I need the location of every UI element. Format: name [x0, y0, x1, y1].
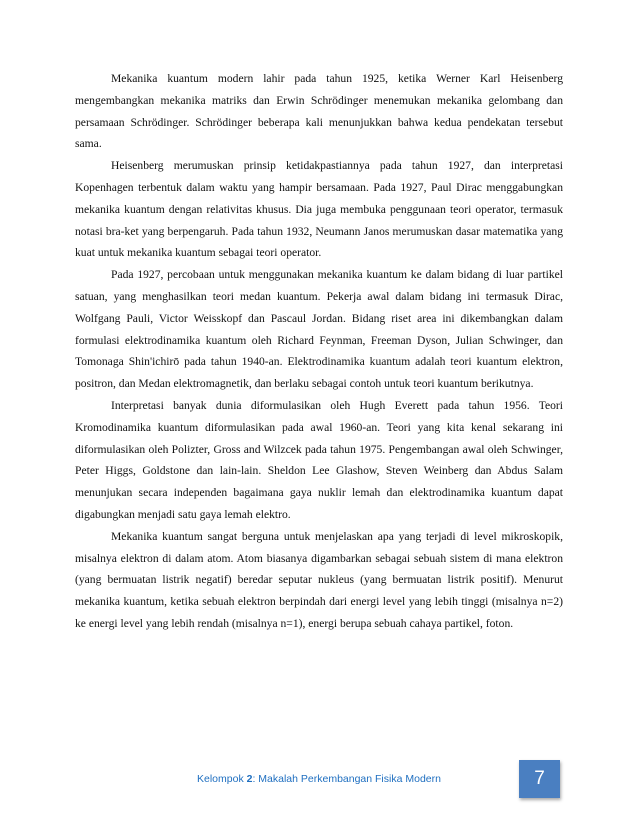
footer-group-label: Kelompok — [197, 773, 247, 785]
paragraph-5: Mekanika kuantum sangat berguna untuk menjelaskan apa yang terjadi di level mikroskopik, misalnya elektron di dalam atom. Atom biasanya digambarkan sebagai sebuah sistem di mana elektron (yang bermuatan listrik negatif) beredar seputar nukleus (yang bermuatan listrik positif). Menurut mekanika kuantum, ketika sebuah elektron berpindah dari energi level yang lebih tinggi (misalnya n=2) ke energi level yang lebih rendah (misalnya n=1), energi berupa sebuah cahaya partikel, foton. — [75, 529, 563, 630]
page-number-badge: 7 — [519, 760, 560, 798]
page-footer — [0, 760, 638, 800]
body-text — [75, 68, 563, 635]
paragraph-1: Mekanika kuantum modern lahir pada tahun 1925, ketika Werner Karl Heisenberg mengembangkan mekanika matriks dan Erwin Schrödinger menemukan mekanika gelombang dan persamaan Schrödinger. Schrödinger beberapa kali menunjukkan bahwa kedua pendekatan tersebut sama. — [75, 72, 563, 151]
footer-document-title: : Makalah Perkembangan Fisika Modern — [252, 773, 441, 785]
paragraph-4: Interpretasi banyak dunia diformulasikan oleh Hugh Everett pada tahun 1956. Teori Kromodinamika kuantum diformulasikan pada awal 1960-an. Teori yang kita kenal sekarang ini diformulasikan oleh Polizter, Gross and Wilzcek pada tahun 1975. Pengembangan awal oleh Schwinger, Peter Higgs, Goldstone dan lain-lain. Sheldon Lee Glashow, Steven Weinberg dan Abdus Salam menunjukan secara independen bagaimana gaya nuklir lemah dan elektrodinamika kuantum dapat digabungkan menjadi satu gaya lemah elektro. — [75, 398, 563, 521]
footer-group-number: 2 — [246, 773, 253, 785]
paragraph-2: Heisenberg merumuskan prinsip ketidakpastiannya pada tahun 1927, dan interpretasi Kopenhagen terbentuk dalam waktu yang hampir bersamaan. Pada 1927, Paul Dirac menggabungkan mekanika kuantum dengan relativitas khusus. Dia juga membuka penggunaan teori operator, termasuk notasi bra-ket yang berpengaruh. Pada tahun 1932, Neumann Janos merumuskan dasar matematika yang kuat untuk mekanika kuantum sebagai teori operator. — [75, 159, 563, 260]
footer-title — [197, 773, 441, 785]
paragraph-3: Pada 1927, percobaan untuk menggunakan mekanika kuantum ke dalam bidang di luar partikel satuan, yang menghasilkan teori medan kuantum. Pekerja awal dalam bidang ini termasuk Dirac, Wolfgang Pauli, Victor Weisskopf dan Pascaul Jordan. Bidang riset area ini dikembangkan dalam formulasi elektrodinamika kuantum oleh Richard Feynman, Freeman Dyson, Julian Schwinger, dan Tomonaga Shin'ichirō pada tahun 1940-an. Elektrodinamika kuantum adalah teori kuantum elektron, positron, dan Medan elektromagnetik, dan berlaku sebagai contoh untuk teori kuantum berikutnya. — [75, 268, 563, 391]
